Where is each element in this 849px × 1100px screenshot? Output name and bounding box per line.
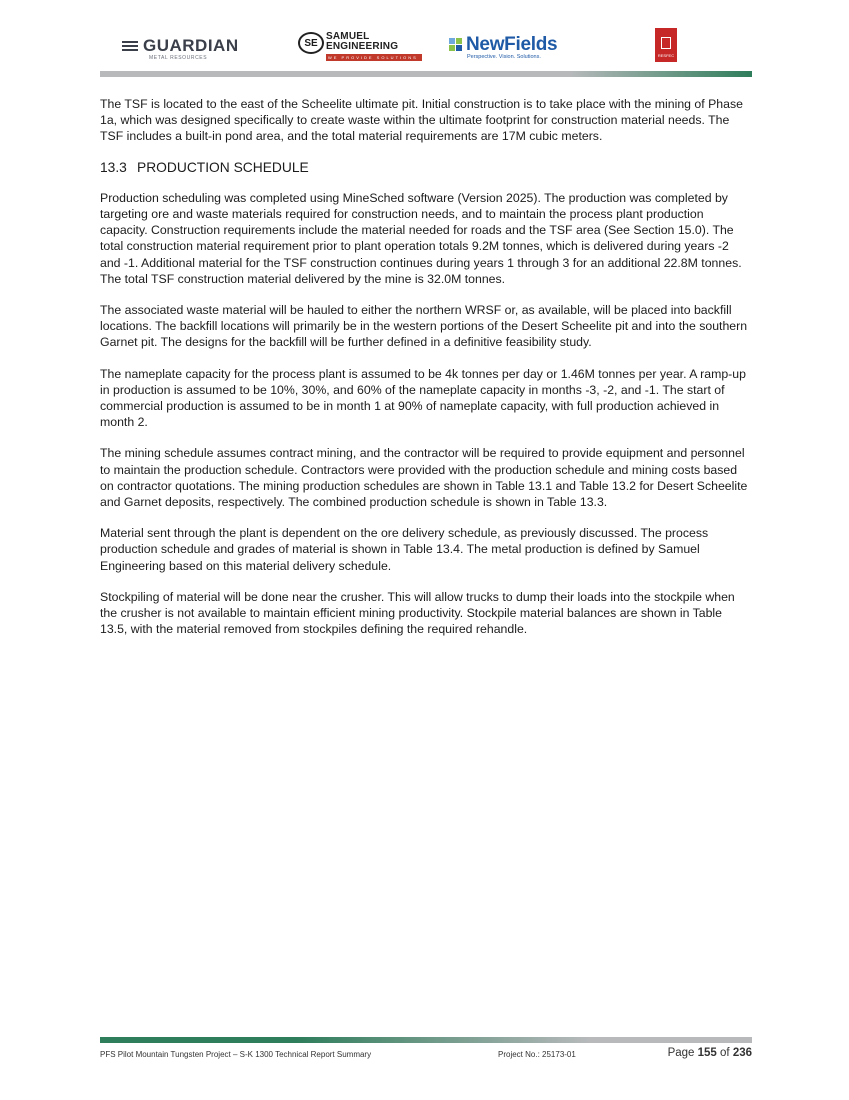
body-paragraph: Stockpiling of material will be done near the crusher. This will allow trucks to dump their loads into the stockpile when the crusher is not available to maintain efficient mining productivity. Stockpile material balances are shown in Table 13.5, with the material removed from stockpiles defining the required rehandle. xyxy=(100,589,735,637)
section-number: 13.3 xyxy=(100,159,127,175)
samuel-logo-line2: ENGINEERING xyxy=(326,41,399,52)
header-rule xyxy=(100,71,752,77)
newfields-logo xyxy=(449,34,557,60)
page-body xyxy=(100,96,752,652)
body-paragraph: The nameplate capacity for the process plant is assumed to be 4k tonnes per day or 1.46M tonnes per year. A ramp-up in production is assumed to be 10%, 30%, and 60% of the nameplate capacity in months -3, -2, and -1. The start of commercial production is assumed to be in month 1 at 90% of nameplate capacity, with full production achieved in month 2. xyxy=(100,366,746,430)
body-paragraph: Production scheduling was completed using MineSched software (Version 2025). The production was completed by targeting ore and waste materials required for construction needs, and to maintain the process plant production capacity. Construction requirements include the material needed for roads and the TSF area (See Section 15.0). The total construction material requirement prior to plant operation totals 9.2M tonnes, which is delivered during years -2 and -1. Additional material for the TSF construction continues during years 1 through 3 for an additional 22.8M tonnes. The total TSF construction material delivered by the mine is 32.0M tonnes. xyxy=(100,190,742,286)
guardian-lines-icon xyxy=(122,41,138,52)
guardian-logo-name: GUARDIAN xyxy=(143,36,239,55)
samuel-engineering-logo xyxy=(298,32,422,61)
page-current: 155 xyxy=(697,1047,717,1059)
page-footer xyxy=(100,1047,752,1065)
body-paragraph: Material sent through the plant is dependent on the ore delivery schedule, as previously discussed. The process production schedule and grades of material is shown in Table 13.4. The metal production is defined by Samuel Engineering based on this material delivery schedule. xyxy=(100,526,709,573)
se-badge-icon: SE xyxy=(298,32,324,54)
intro-paragraph: The TSF is located to the east of the Scheelite ultimate pit. Initial construction is to take place with the mining of Phase 1a, which was designed specifically to create waste within the ultimate footprint for construction material needs. The TSF includes a built-in pond area, and the total material requirements are 17M cubic meters. xyxy=(100,97,743,144)
footer-rule xyxy=(100,1037,752,1043)
samuel-logo-band: WE PROVIDE SOLUTIONS xyxy=(326,54,422,61)
page-header xyxy=(100,28,752,70)
section-title: PRODUCTION SCHEDULE xyxy=(137,159,309,175)
page-of: of xyxy=(720,1047,730,1059)
page-total: 236 xyxy=(732,1047,752,1059)
page-number xyxy=(668,1047,752,1059)
resfec-logo xyxy=(655,28,677,62)
guardian-logo xyxy=(122,36,239,61)
page-word: Page xyxy=(667,1047,695,1059)
footer-project-number: Project No.: 25173-01 xyxy=(498,1050,576,1059)
section-heading xyxy=(100,160,752,176)
newfields-logo-name: NewFields xyxy=(466,34,558,55)
footer-document-title: PFS Pilot Mountain Tungsten Project – S-K 1300 Technical Report Summary xyxy=(100,1050,372,1059)
resfec-logo-name: RESFEC xyxy=(657,53,675,58)
resfec-mark-icon xyxy=(661,37,671,49)
body-paragraph: The associated waste material will be hauled to either the northern WRSF or, as available, will be placed into backfill locations. The backfill locations will primarily be in the western portions of the Desert Scheelite pit and into the southern Garnet pit. The designs for the backfill will be further defined in a definitive feasibility study. xyxy=(100,303,748,350)
newfields-squares-icon xyxy=(449,38,463,52)
newfields-logo-tagline: Perspective. Vision. Solutions. xyxy=(467,54,541,60)
samuel-logo-line1: SAMUEL xyxy=(326,31,370,42)
guardian-logo-sub: METAL RESOURCES xyxy=(149,55,208,61)
body-paragraph: The mining schedule assumes contract mining, and the contractor will be required to provide equipment and personnel to maintain the production schedule. Contractors were provided with the production schedule and mining costs based on contractor quotations. The mining production schedules are shown in Table 13.1 and Table 13.2 for Desert Scheelite and Garnet deposits, respectively. The combined production schedule is shown in Table 13.3. xyxy=(100,446,748,510)
